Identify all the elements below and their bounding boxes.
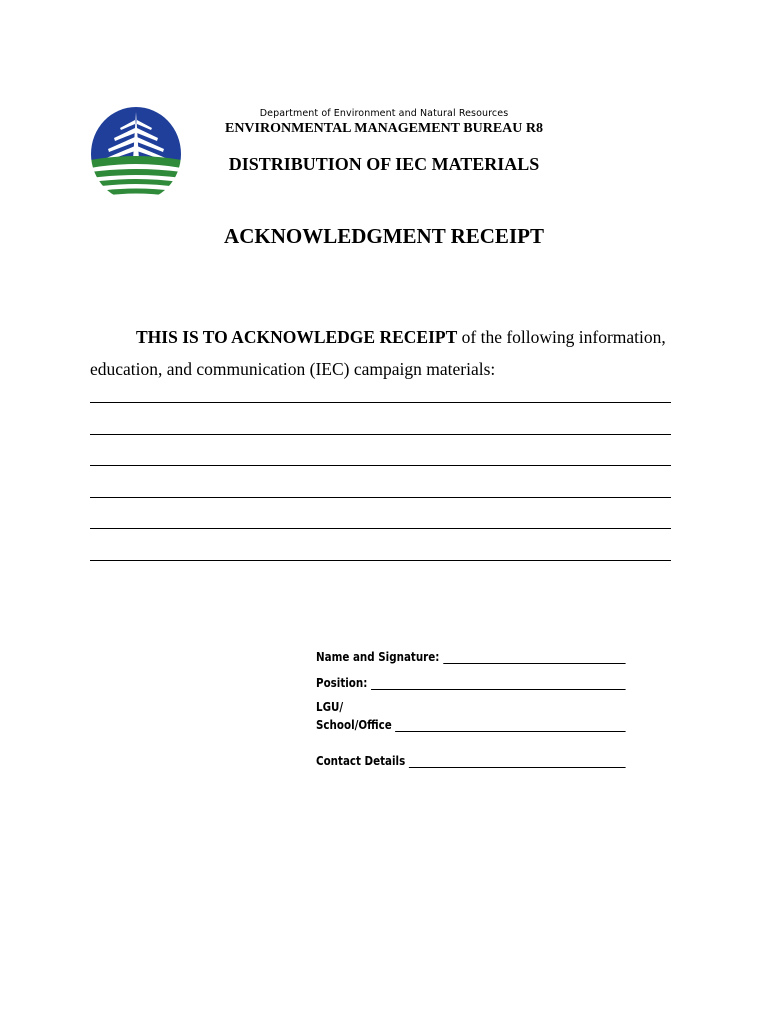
lgu-school-office-line[interactable] <box>395 719 625 732</box>
name-signature-field[interactable] <box>316 648 626 664</box>
document-title: DISTRIBUTION OF IEC MATERIALS <box>228 154 540 174</box>
acknowledgment-paragraph <box>90 322 675 385</box>
materials-line[interactable] <box>90 529 671 561</box>
materials-list <box>90 402 671 561</box>
name-signature-line[interactable] <box>443 651 626 664</box>
school-office-label: School/Office <box>316 718 392 732</box>
position-label: Position: <box>316 676 368 690</box>
materials-line[interactable] <box>90 466 671 498</box>
receipt-title: ACKNOWLEDGMENT RECEIPT <box>224 224 544 248</box>
bureau-name: ENVIRONMENTAL MANAGEMENT BUREAU R8 <box>224 121 543 136</box>
position-line[interactable] <box>371 677 626 690</box>
name-signature-label: Name and Signature: <box>316 650 440 664</box>
lgu-label: LGU/ <box>316 700 344 714</box>
signature-block <box>316 648 626 778</box>
contact-details-line[interactable] <box>409 755 626 768</box>
contact-details-field[interactable] <box>316 752 626 768</box>
contact-details-label: Contact Details <box>316 754 406 768</box>
acknowledgment-text: of the following information, education, and communication (IEC) campaign materials: <box>90 327 666 379</box>
lgu-school-office-field[interactable] <box>316 700 626 732</box>
department-name: Department of Environment and Natural Resources <box>259 108 509 119</box>
materials-line[interactable] <box>90 435 671 467</box>
acknowledgment-lead: THIS IS TO ACKNOWLEDGE RECEIPT <box>136 327 458 347</box>
position-field[interactable] <box>316 674 626 690</box>
materials-line[interactable] <box>90 498 671 530</box>
materials-line[interactable] <box>90 403 671 435</box>
